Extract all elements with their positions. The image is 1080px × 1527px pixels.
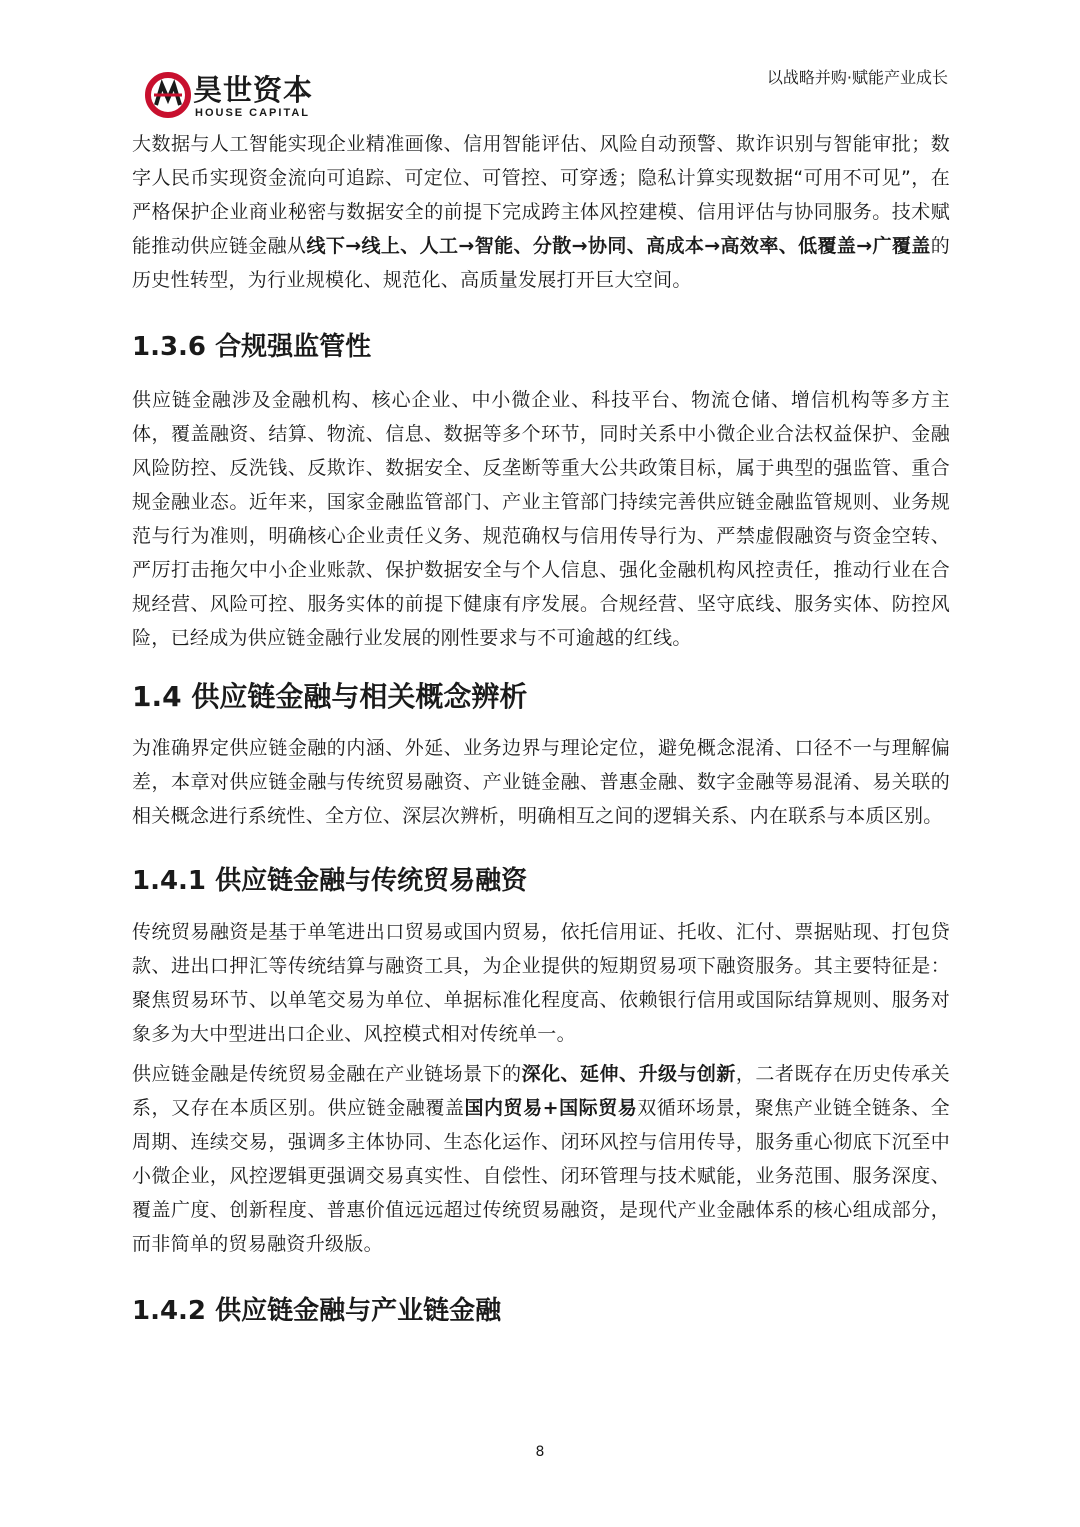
paragraph-text: 双循环场景，聚焦产业链全链条、全周期、连续交易，强调多主体协同、生态化运作、闭环风控与信用传导，服务重心彻底下沉至中小微企业，风控逻辑更强调交易真实性、自偿性、闭环管理与技术赋能，业务范围、服务深度、覆盖广度、创新程度、普惠价值远远超过传统贸易融资，是现代产业金融体系的核心组成部分，而非简单的贸易融资升级版。 (132, 1097, 950, 1255)
paragraph-bold-text: 国内贸易+国际贸易 (464, 1097, 638, 1119)
section-1-3-6-paragraph: 供应链金融涉及金融机构、核心企业、中小微企业、科技平台、物流仓储、增信机构等多方主体，覆盖融资、结算、物流、信息、数据等多个环节，同时关系中小微企业合法权益保护、金融风险防控、反洗钱、反欺诈、数据安全、反垄断等重大公共政策目标，属于典型的强监管、重合规金融业态。近年来，国家金融监管部门、产业主管部门持续完善供应链金融监管规则、业务规范与行为准则，明确核心企业责任义务、规范确权与信用传导行为、严禁虚假融资与资金空转、严厉打击拖欠中小企业账款、保护数据安全与个人信息、强化金融机构风控责任，推动行业在合规经营、风险可控、服务实体的前提下健康有序发展。合规经营、坚守底线、服务实体、防控风险，已经成为供应链金融行业发展的刚性要求与不可逾越的红线。 (132, 389, 950, 649)
section-1-4-1-paragraph-2 (132, 1057, 950, 1261)
section-1-4-paragraph: 为准确界定供应链金融的内涵、外延、业务边界与理论定位，避免概念混淆、口径不一与理解偏差，本章对供应链金融与传统贸易融资、产业链金融、普惠金融、数字金融等易混淆、易关联的相关概念进行系统性、全方位、深层次辨析，明确相互之间的逻辑关系、内在联系与本质区别。 (132, 737, 950, 827)
intro-paragraph (132, 127, 950, 297)
section-heading-1-4: 1.4 供应链金融与相关概念辨析 (132, 680, 528, 713)
paragraph-bold-text: 线下→线上、人工→智能、分散→协同、高成本→高效率、低覆盖→广覆盖 (306, 235, 931, 257)
paragraph-bold-text: 深化、延伸、升级与创新 (521, 1063, 736, 1085)
paragraph-text: 的历史性转型，为行业规模化、规范化、高质量发展打开巨大空间。 (132, 235, 950, 291)
house-capital-logo (145, 72, 320, 122)
page-content (132, 127, 950, 1331)
logo-chinese-name: 昊世资本 (193, 73, 314, 107)
header-slogan: 以战略并购·赋能产业成长 (766, 68, 948, 87)
section-heading-1-4-1: 1.4.1 供应链金融与传统贸易融资 (132, 866, 528, 896)
paragraph-text: 大数据与人工智能实现企业精准画像、信用智能评估、风险自动预警、欺诈识别与智能审批；数字人民币实现资金流向可追踪、可定位、可管控、可穿透；隐私计算实现数据“可用不可见”，在严格保护企业商业秘密与数据安全的前提下完成跨主体风控建模、信用评估与协同服务。技术赋能推动供应链金融从 (132, 133, 950, 257)
page-number: 8 (535, 1444, 545, 1460)
section-heading-1-4-2: 1.4.2 供应链金融与产业链金融 (132, 1296, 502, 1326)
page-header (0, 0, 1080, 125)
logo-mark-icon (145, 72, 191, 118)
section-1-4-1-paragraph-1: 传统贸易融资是基于单笔进出口贸易或国内贸易，依托信用证、托收、汇付、票据贴现、打包贷款、进出口押汇等传统结算与融资工具，为企业提供的短期贸易项下融资服务。其主要特征是：聚焦贸易环节、以单笔交易为单位、单据标准化程度高、依赖银行信用或国际结算规则、服务对象多为大中型进出口企业、风控模式相对传统单一。 (132, 921, 950, 1045)
paragraph-text: 供应链金融是传统贸易金融在产业链场景下的 (132, 1063, 522, 1085)
paragraph-text: ，二者既存在历史传承关系，又存在本质区别。供应链金融覆盖 (132, 1063, 950, 1119)
logo-english-name: HOUSE CAPITAL (195, 107, 311, 119)
section-heading-1-3-6: 1.3.6 合规强监管性 (132, 332, 372, 362)
